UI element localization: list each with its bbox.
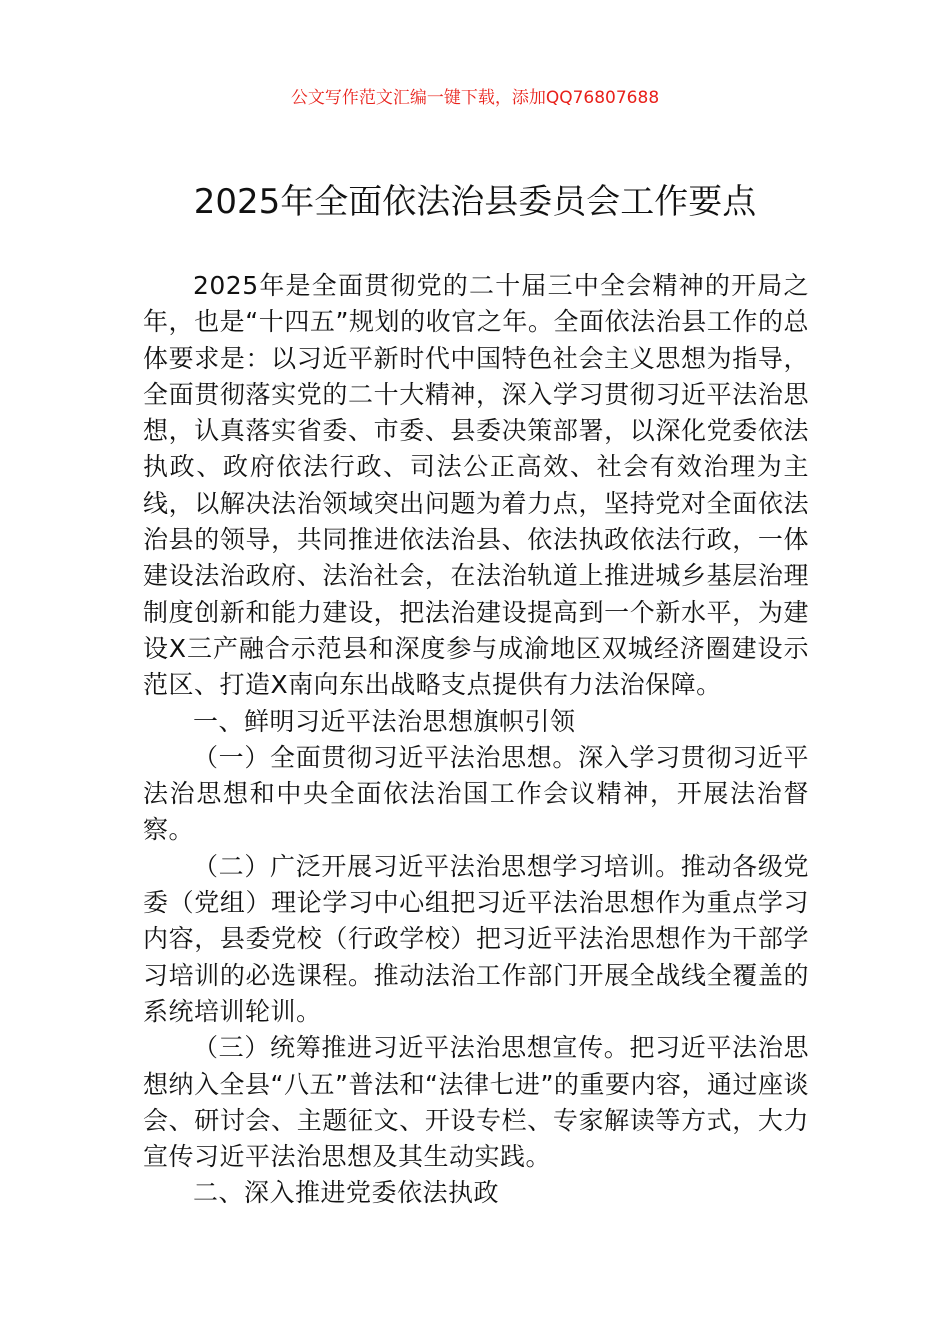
subsection-paragraph-3: （三）统筹推进习近平法治思想宣传。把习近平法治思想纳入全县“八五”普法和“法律七进”的重要内容，通过座谈会、研讨会、主题征文、开设专栏、专家解读等方式，大力宣传习近平法治思想及其生动实践。 (143, 1033, 809, 1172)
subsection-paragraph-1: （一）全面贯彻习近平法治思想。深入学习贯彻习近平法治思想和中央全面依法治国工作会议精神，开展法治督察。 (143, 742, 809, 845)
section-heading-2: 二、深入推进党委依法执政 (193, 1178, 500, 1208)
section-heading-1: 一、鲜明习近平法治思想旗帜引领 (193, 706, 576, 736)
document-title: 2025年全面依法治县委员会工作要点 (193, 182, 757, 222)
document-body (143, 268, 809, 1212)
subsection-paragraph-2: （二）广泛开展习近平法治思想学习培训。推动各级党委（党组）理论学习中心组把习近平法治思想作为重点学习内容，县委党校（行政学校）把习近平法治思想作为干部学习培训的必选课程。推动法治工作部门开展全战线全覆盖的系统培训轮训。 (143, 851, 809, 1026)
watermark-text: 公文写作范文汇编一键下载，添加QQ76807688 (290, 88, 660, 108)
intro-paragraph: 2025年是全面贯彻党的二十届三中全会精神的开局之年，也是“十四五”规划的收官之年。全面依法治县工作的总体要求是：以习近平新时代中国特色社会主义思想为指导，全面贯彻落实党的二十大精神，深入学习贯彻习近平法治思想，认真落实省委、市委、县委决策部署，以深化党委依法执政、政府依法行政、司法公正高效、社会有效治理为主线，以解决法治领域突出问题为着力点，坚持党对全面依法治县的领导，共同推进依法治县、依法执政依法行政，一体建设法治政府、法治社会，在法治轨道上推进城乡基层治理制度创新和能力建设，把法治建设提高到一个新水平，为建设X三产融合示范县和深度参与成渝地区双城经济圈建设示范区、打造X南向东出战略支点提供有力法治保障。 (143, 271, 809, 700)
